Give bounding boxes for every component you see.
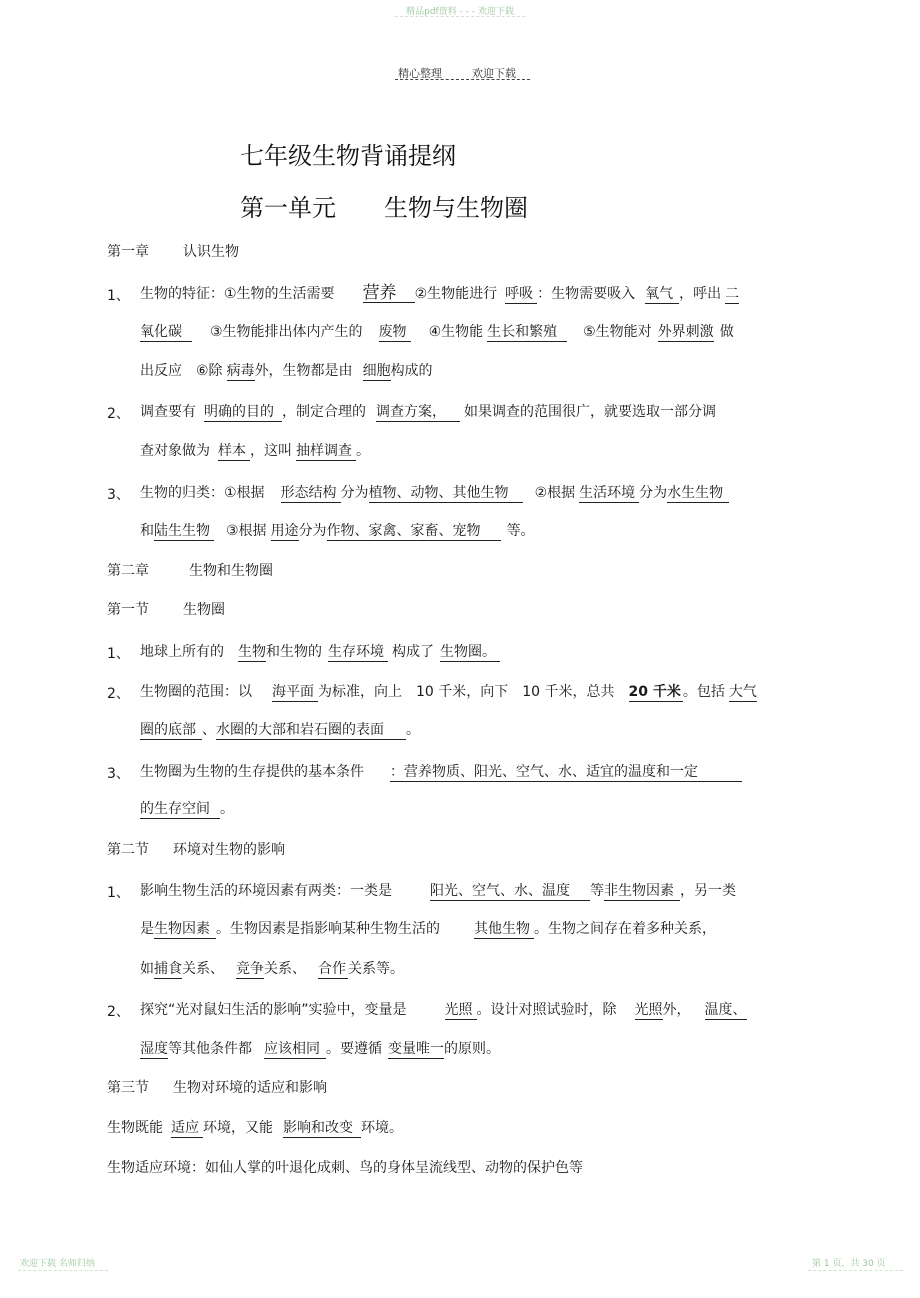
ch1-item2-line1	[140, 401, 716, 422]
fill-answer: 生物圈。	[440, 644, 500, 662]
text: 关系、	[264, 961, 306, 977]
text: 和	[140, 523, 154, 539]
text: 。生物因素是指影响某种生物生活的	[216, 921, 440, 937]
section-name: 生物对环境的适应和影响	[173, 1080, 327, 1096]
ch1-item3-line1	[140, 482, 729, 503]
fill-answer: 影响和改变	[283, 1120, 361, 1138]
fill-answer: 竞争	[236, 961, 264, 977]
text: ③根据	[226, 523, 267, 539]
text: 分为	[340, 485, 369, 501]
text: 探究“光对鼠妇生活的影响”实验中，变量是	[140, 1002, 407, 1018]
header-divider	[395, 79, 530, 80]
s2-item2-line1	[140, 999, 747, 1020]
item-number: 3、	[107, 766, 130, 782]
text: 生物圈的范围：以	[140, 684, 252, 700]
s2-item1-line1	[140, 880, 736, 901]
item-number: 1、	[107, 885, 130, 901]
chapter-2-heading	[107, 560, 273, 580]
text: 。	[220, 801, 234, 817]
top-watermark: 精品pdf资料 - - - 欢迎下载	[406, 7, 514, 17]
footer-left: 欢迎下载 名师归纳	[20, 1259, 95, 1269]
section-name: 生物圈	[183, 602, 225, 618]
text: 出反应	[140, 363, 182, 379]
fill-answer: 形态结构	[281, 485, 341, 503]
item-number: 3、	[107, 487, 130, 503]
s2-item2-line2	[140, 1038, 500, 1059]
fill-answer: 20 千米	[628, 684, 681, 700]
text: 、	[202, 722, 216, 738]
fill-answer: 捕食	[154, 961, 182, 977]
footer-page-number: 第 1 页，共 30 页	[812, 1259, 886, 1269]
fill-answer: 二	[725, 286, 740, 302]
s2-item1-line2	[140, 918, 716, 939]
fill-answer: 生存环境	[328, 644, 388, 662]
text: 地球上所有的	[140, 644, 224, 660]
fill-answer: 抽样调查	[296, 443, 356, 461]
chapter-name: 认识生物	[183, 244, 239, 260]
fill-answer: 水生生物	[667, 485, 729, 503]
fill-answer: 光照	[634, 1002, 663, 1018]
section-1-heading	[107, 599, 225, 619]
ch1-item1-line2	[140, 321, 734, 342]
text: ，制定合理的	[282, 404, 366, 420]
s3-paragraph-1	[107, 1117, 403, 1138]
item-number: 2、	[107, 406, 130, 422]
ch1-item3-line2	[140, 520, 535, 541]
text: 生物的特征：①生物的生活需要	[140, 286, 335, 302]
chapter-label: 第一章	[107, 244, 149, 260]
section-label: 第二节	[107, 842, 149, 858]
text: 等	[590, 883, 604, 899]
item-number: 1、	[107, 646, 130, 662]
text: 构成的	[390, 363, 433, 379]
s1-item3-line2	[140, 798, 234, 819]
unit-name: 生物与生物圈	[384, 194, 528, 222]
fill-answer: 营养	[363, 285, 415, 303]
s1-item2-line1	[140, 681, 757, 702]
fill-answer: 海平面	[272, 684, 318, 702]
s1-item1-line1	[140, 641, 500, 662]
s3-paragraph-2: 生物适应环境：如仙人掌的叶退化成刺、鸟的身体呈流线型、动物的保护色等	[107, 1160, 583, 1176]
section-2-heading	[107, 839, 285, 859]
fill-answer: 的生存空间	[140, 801, 220, 819]
ch1-item1-line3	[140, 360, 433, 381]
unit-title	[240, 188, 528, 223]
fill-answer: 大气	[728, 684, 757, 700]
item-number: 2、	[107, 686, 130, 702]
text: 。	[406, 722, 420, 738]
section-label: 第一节	[107, 602, 149, 618]
text: 。包括	[682, 684, 725, 700]
chapter-1-heading	[107, 241, 239, 261]
s2-item1-line3	[140, 958, 404, 979]
text: 10 千米，总共	[522, 684, 615, 700]
fill-answer: 呼吸	[505, 286, 537, 304]
text: ⑤生物能对	[583, 324, 652, 340]
text: ，另一类	[680, 883, 736, 899]
fill-answer: 合作	[318, 961, 346, 977]
text: 。要遵循	[326, 1041, 382, 1057]
fill-answer: 圈的底部	[140, 722, 202, 740]
chapter-name: 生物和生物圈	[189, 563, 273, 579]
text: 调查要有	[140, 404, 196, 420]
fill-answer: 用途	[270, 523, 299, 539]
document-title: 七年级生物背诵提纲	[240, 142, 456, 170]
fill-answer: 作物、家禽、家畜、宠物	[327, 523, 501, 541]
text: 等。	[506, 523, 535, 539]
text: 等其他条件都	[168, 1041, 252, 1057]
text: 。设计对照试验时，除	[476, 1002, 617, 1018]
text: 外，	[662, 1002, 691, 1018]
text: ②生物能进行	[414, 286, 498, 302]
fill-answer: 氧化碳	[140, 324, 192, 342]
text: 10 千米，向下	[416, 684, 509, 700]
text: 生物圈为生物的生存提供的基本条件	[140, 764, 364, 780]
text: 做	[719, 324, 734, 340]
fill-answer: 阳光、空气、水、温度	[430, 883, 590, 901]
text: 构成了	[392, 644, 434, 660]
text: ③生物能排出体内产生的	[210, 324, 363, 340]
fill-answer: 植物、动物、其他生物	[369, 485, 523, 503]
text: 是	[140, 921, 154, 937]
text: 环境。	[361, 1120, 403, 1136]
text: ②根据	[534, 485, 576, 501]
fill-answer: 生物因素	[154, 921, 216, 939]
section-label: 第三节	[107, 1080, 149, 1096]
fill-answer: 应该相同	[264, 1041, 326, 1059]
text: 关系等。	[348, 961, 404, 977]
text: 关系、	[182, 961, 224, 977]
fill-answer: 温度、	[704, 1002, 747, 1018]
text: ⑥除	[196, 363, 223, 379]
text: 生物既能	[107, 1120, 163, 1136]
text: ，呼出	[679, 286, 722, 302]
text: 如果调查的范围很广，就要选取一部分调	[464, 404, 716, 420]
fill-answer: 生活环境	[579, 485, 639, 503]
fill-answer: 适应	[171, 1120, 203, 1138]
footer-divider-left	[18, 1270, 108, 1271]
s1-item2-line2	[140, 719, 420, 740]
header-left: 精心整理	[398, 67, 442, 80]
fill-answer: 外界刺激	[657, 324, 714, 340]
top-divider	[395, 16, 525, 17]
text: 为标准，向上	[318, 684, 402, 700]
fill-answer: 陆生生物	[154, 523, 214, 541]
text: 生物的归类：①根据	[140, 485, 265, 501]
chapter-label: 第二章	[107, 563, 149, 579]
text: ④生物能	[428, 324, 484, 340]
fill-answer: 调查方案，	[376, 404, 460, 422]
fill-answer: 细胞	[362, 363, 391, 379]
fill-answer: 光照	[445, 1002, 477, 1020]
header-right: 欢迎下载	[472, 67, 516, 80]
text: 环境，又能	[203, 1120, 273, 1136]
fill-answer: 氧气	[645, 286, 679, 304]
fill-answer: 废物	[379, 324, 411, 342]
fill-answer: 病毒	[226, 363, 255, 379]
fill-answer: 生物	[238, 644, 266, 660]
section-3-heading	[107, 1077, 327, 1097]
fill-answer: 样本	[218, 443, 250, 461]
text: ，这叫	[250, 443, 292, 459]
ch1-item1-line1	[140, 283, 739, 304]
s1-item3-line1	[140, 761, 742, 782]
ch1-item2-line2	[140, 440, 370, 461]
text: 。生物之间存在着多种关系，	[534, 921, 716, 937]
text: 影响生物生活的环境因素有两类：一类是	[140, 883, 392, 899]
fill-answer: ：营养物质、阳光、空气、水、适宜的温度和一定	[390, 764, 742, 782]
text: 外，生物都是由	[254, 363, 353, 379]
fill-answer: 水圈的大部和岩石圈的表面	[216, 722, 406, 740]
text: 查对象做为	[140, 443, 210, 459]
section-name: 环境对生物的影响	[173, 842, 285, 858]
text: 的原则。	[444, 1041, 500, 1057]
fill-answer: 生长和繁殖	[487, 324, 567, 342]
text: ：生物需要吸入	[537, 286, 636, 302]
text: 分为	[639, 485, 668, 501]
text: 分为	[298, 523, 327, 539]
fill-answer: 其他生物	[474, 921, 534, 939]
fill-answer: 明确的目的	[204, 404, 282, 422]
unit-label: 第一单元	[240, 194, 336, 222]
fill-answer: 湿度	[140, 1041, 168, 1057]
text: 。	[356, 443, 370, 459]
item-number: 1、	[107, 288, 130, 304]
fill-answer: 变量唯一	[388, 1041, 444, 1057]
fill-answer: 非生物因素	[604, 883, 680, 901]
item-number: 2、	[107, 1004, 130, 1020]
text: 和生物的	[266, 644, 322, 660]
footer-divider-right	[808, 1270, 903, 1271]
text: 如	[140, 961, 154, 977]
